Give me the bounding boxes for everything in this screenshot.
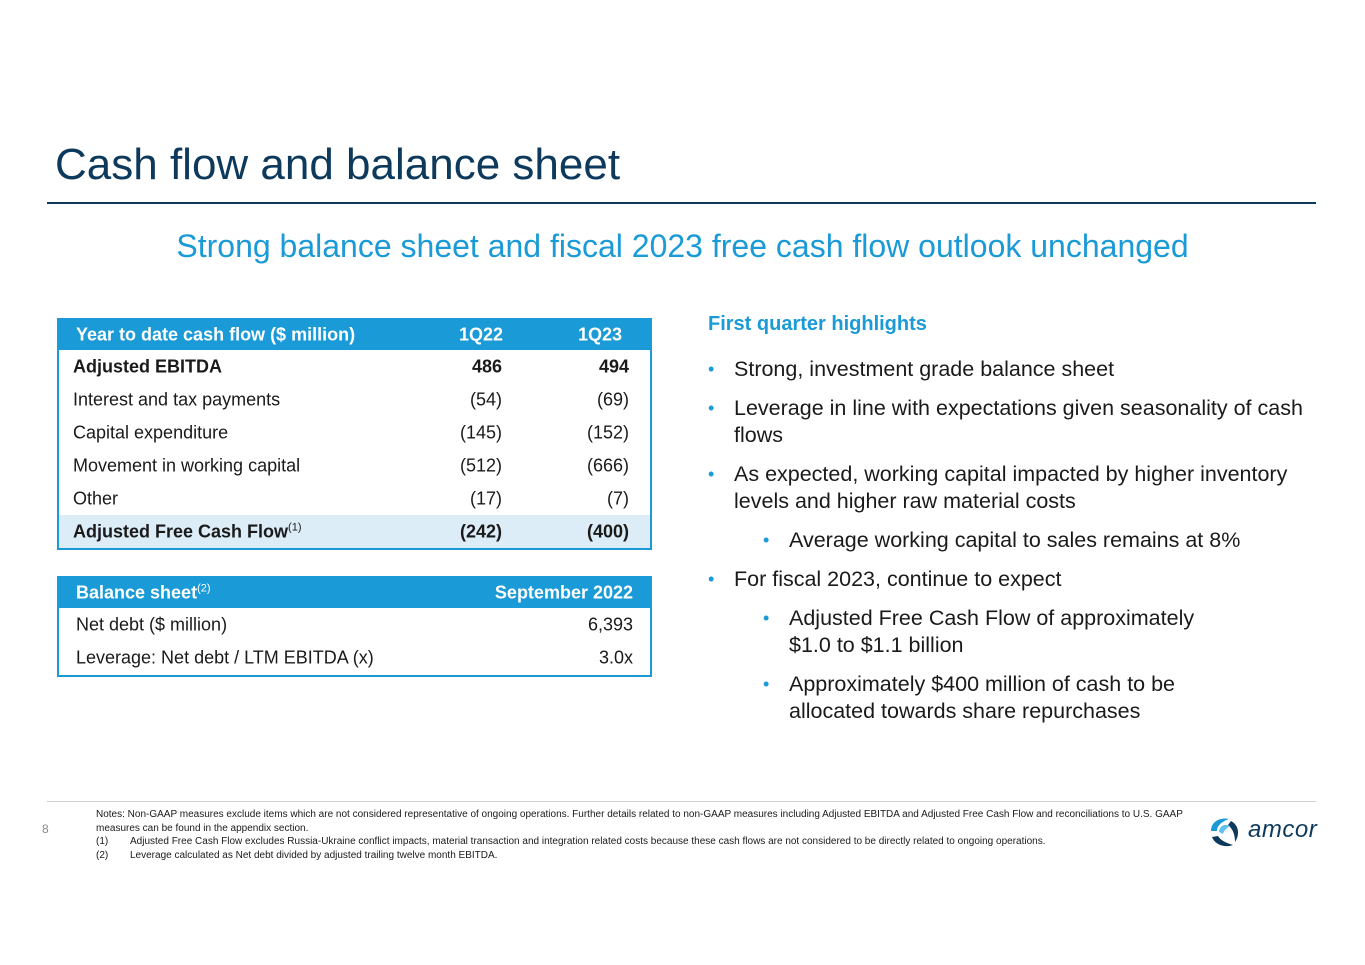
row-value-1q22: (54)	[469, 389, 502, 409]
list-item-text: Approximately $400 million of cash to be allocated towards share repurchases	[789, 672, 1176, 723]
row-value-1q23: (666)	[586, 455, 629, 475]
amcor-logo-text: amcor	[1248, 816, 1318, 843]
table-row	[59, 383, 650, 416]
footnote-text: Leverage calculated as Net debt divided by adjusted trailing twelve month EBITDA.	[130, 849, 498, 861]
row-value-1q22: 486	[471, 356, 502, 376]
highlights-title: First quarter highlights	[708, 313, 927, 335]
row-value-1q22: (17)	[469, 488, 502, 508]
row-label-text: Adjusted Free Cash Flow	[73, 521, 289, 541]
footer-divider	[47, 801, 1316, 802]
row-label: Adjusted EBITDA	[73, 356, 223, 376]
list-item	[708, 356, 1328, 383]
page-subtitle: Strong balance sheet and fiscal 2023 free cash flow outlook unchanged	[176, 228, 1189, 264]
table-row	[59, 449, 650, 482]
list-item-text: As expected, working capital impacted by higher inventory levels and higher raw material costs	[734, 462, 1288, 513]
row-value-1q23: (69)	[596, 389, 629, 409]
title-divider	[47, 202, 1316, 204]
footnote-ref: (1)	[288, 521, 302, 533]
table-row	[59, 350, 650, 383]
bullet-icon: •	[708, 569, 715, 589]
row-value-1q23: (7)	[607, 488, 629, 508]
header-col-1q23: 1Q23	[578, 324, 623, 345]
list-item-text: Strong, investment grade balance sheet	[734, 357, 1115, 381]
footnote-key: (1)	[96, 836, 109, 847]
footnote	[96, 835, 1186, 849]
header-label: Year to date cash flow ($ million)	[76, 324, 356, 345]
list-subitem	[708, 527, 1328, 554]
row-label: Movement in working capital	[73, 455, 301, 475]
footnote	[96, 849, 1186, 863]
footnote-key: (2)	[96, 849, 109, 861]
page-number: 8	[42, 822, 49, 836]
row-value-1q23: (152)	[586, 422, 629, 442]
table-row	[59, 416, 650, 449]
table-row	[59, 641, 650, 674]
footnote-text: Adjusted Free Cash Flow excludes Russia-Ukraine conflict impacts, material transaction and integration related costs because these cash flows are not considered to be directly related to ongoing operations.	[130, 836, 1046, 847]
cash-flow-table	[57, 318, 652, 550]
header-label	[76, 583, 211, 604]
footnote-ref: (2)	[197, 582, 211, 595]
list-item	[708, 395, 1328, 449]
bullet-icon: •	[763, 608, 770, 628]
row-value-1q22: (145)	[459, 422, 502, 442]
list-item	[708, 461, 1328, 515]
bullet-icon: •	[708, 398, 715, 418]
bullet-icon: •	[708, 464, 715, 484]
table-row-total	[59, 515, 650, 548]
row-value: 3.0x	[598, 647, 633, 667]
highlights-list	[708, 356, 1328, 737]
bullet-icon: •	[708, 359, 715, 379]
list-item	[708, 566, 1328, 593]
row-label: Interest and tax payments	[73, 389, 281, 409]
balance-sheet-header	[59, 578, 650, 608]
row-value-1q23: 494	[598, 356, 629, 376]
row-label: Net debt ($ million)	[76, 614, 228, 634]
row-label: Other	[73, 488, 119, 508]
row-label: Leverage: Net debt / LTM EBITDA (x)	[76, 647, 374, 667]
header-col-date: September 2022	[494, 582, 633, 603]
balance-sheet-table	[57, 576, 652, 677]
table-row	[59, 608, 650, 641]
row-value-1q22: (242)	[459, 521, 502, 541]
list-item-text: Adjusted Free Cash Flow of approximately $1.0 to $1.1 billion	[789, 606, 1195, 657]
row-label	[73, 521, 302, 542]
list-item-text: For fiscal 2023, continue to expect	[734, 567, 1062, 591]
page-title: Cash flow and balance sheet	[55, 140, 621, 189]
row-label: Capital expenditure	[73, 422, 229, 442]
header-col-1q22: 1Q22	[459, 324, 504, 345]
bullet-icon: •	[763, 674, 770, 694]
list-subitem	[708, 671, 1328, 725]
list-item-text: Average working capital to sales remains at 8%	[789, 528, 1241, 552]
cash-flow-table-header	[59, 320, 650, 350]
row-value-1q23: (400)	[586, 521, 629, 541]
list-subitem	[708, 605, 1328, 659]
row-value-1q22: (512)	[459, 455, 502, 475]
list-item-text: Leverage in line with expectations given seasonality of cash flows	[734, 396, 1303, 447]
table-row	[59, 482, 650, 515]
header-label-text: Balance sheet	[76, 582, 198, 603]
row-value: 6,393	[587, 614, 633, 634]
footnotes	[96, 808, 1186, 862]
notes-intro: Notes: Non-GAAP measures exclude items which are not considered representative of ongoing operations. Further details related to non-GAAP measures including Adjusted EBITDA and Adjusted Free Cash Flow and reconciliations to U.S. GAAP measures can be found in the appendix section.	[96, 809, 1183, 834]
bullet-icon: •	[763, 530, 770, 550]
